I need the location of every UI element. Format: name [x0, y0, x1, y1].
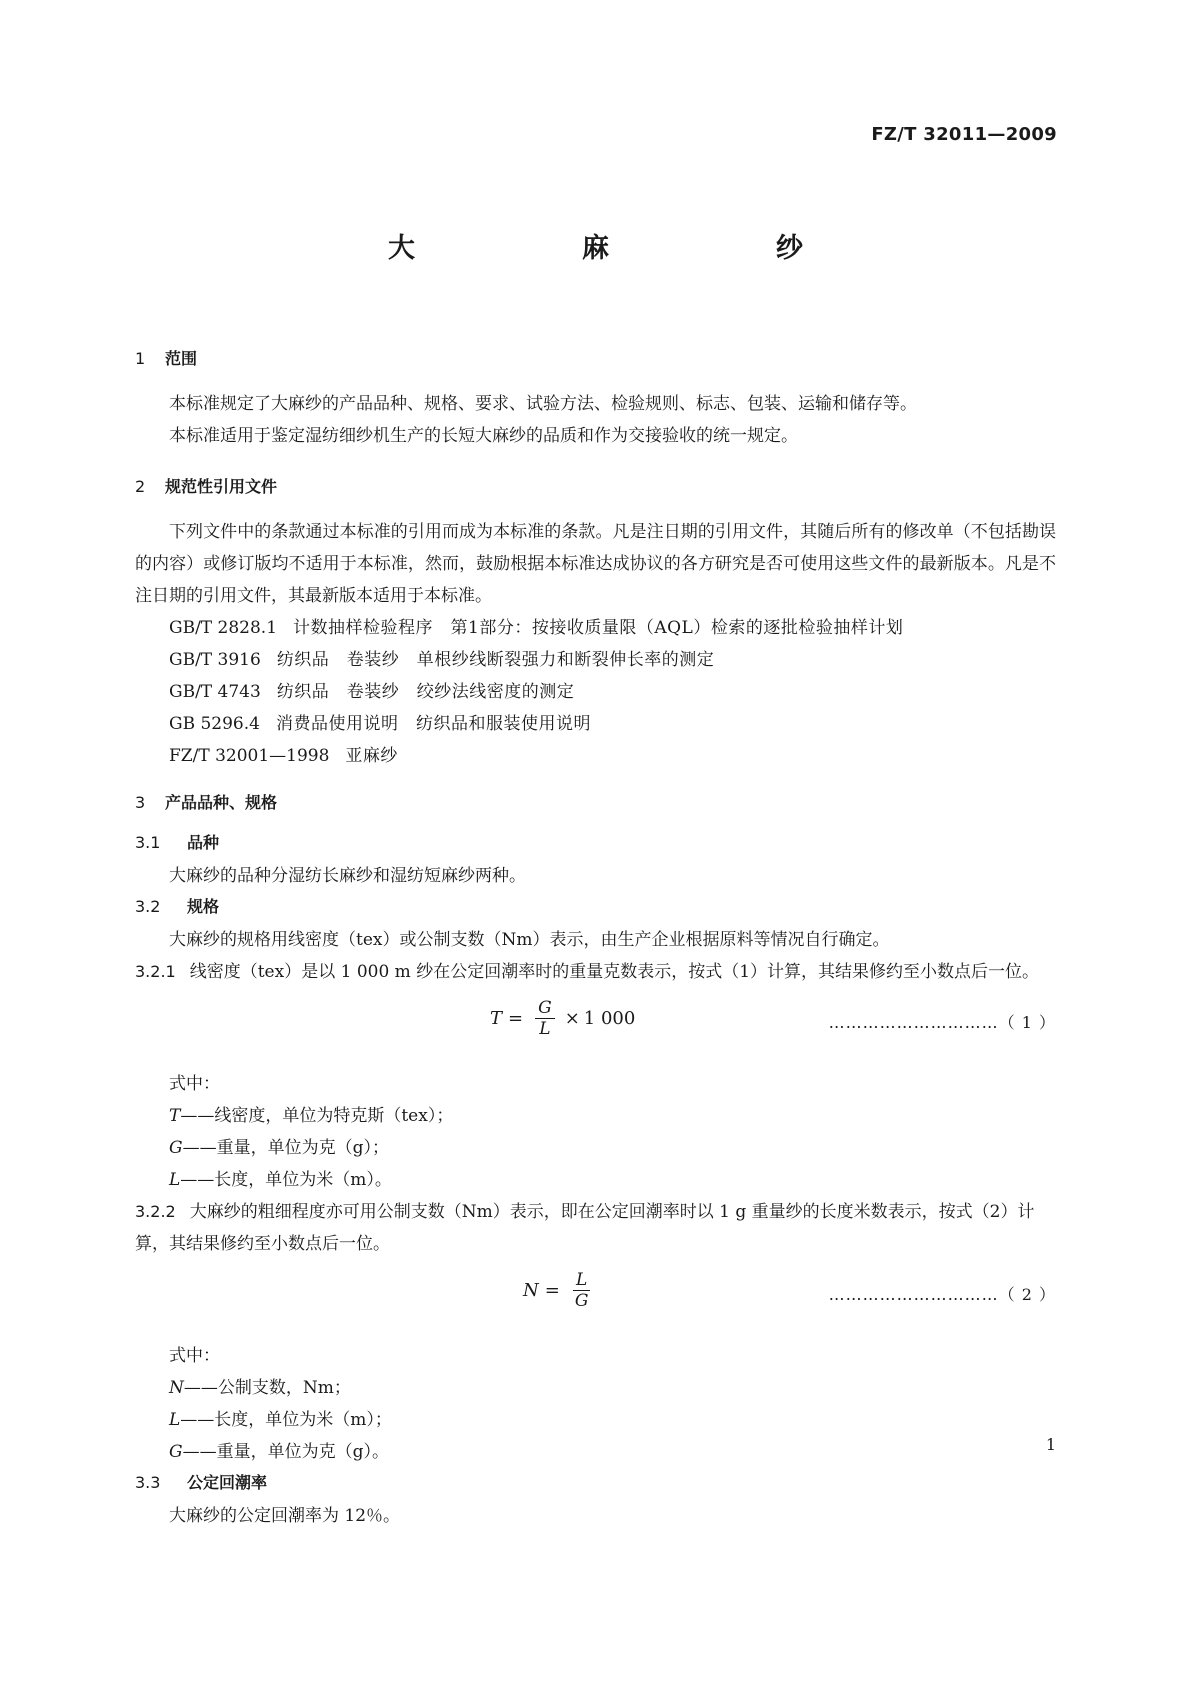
- section-number: 2: [135, 477, 146, 496]
- where-label: 式中：: [169, 1346, 220, 1366]
- document-title: 大 麻 纱: [388, 233, 873, 264]
- subsection-heading-3-3: [135, 1472, 1056, 1494]
- subsection-number: 3.1: [135, 833, 161, 852]
- varieties-paragraph: 大麻纱的品种分湿纺长麻纱和湿纺短麻纱两种。: [169, 866, 526, 886]
- symbol-description: ——线密度，单位为特克斯（tex）；: [180, 1106, 454, 1126]
- reference-name: 纺织品 卷装纱 单根纱线断裂强力和断裂伸长率的测定: [276, 650, 715, 670]
- symbol: G: [169, 1138, 183, 1158]
- reference-code: GB/T 2828.1: [169, 618, 278, 638]
- clause-number: 3.2.1: [135, 962, 176, 981]
- section-title: 产品品种、规格: [165, 793, 278, 812]
- document-body: [135, 328, 1056, 1532]
- fraction-denominator: L: [539, 1019, 551, 1039]
- scope-paragraph-1: 本标准规定了大麻纱的产品品种、规格、要求、试验方法、检验规则、标志、包装、运输和储存等。: [169, 394, 917, 414]
- formula-expression: [523, 1270, 597, 1311]
- section-number: 1: [135, 349, 146, 368]
- subsection-title: 规格: [187, 897, 220, 916]
- symbol-definition: [135, 1436, 1056, 1468]
- where-label: 式中：: [169, 1074, 220, 1094]
- reference-code: GB/T 3916: [169, 650, 261, 670]
- standard-code: FZ/T 32011—2009: [871, 124, 1057, 145]
- equals-sign: =: [508, 1008, 524, 1029]
- fraction-numerator: G: [535, 998, 555, 1019]
- reference-list: [135, 612, 1056, 772]
- reference-item: [135, 676, 1056, 708]
- symbol-description: ——公制支数，Nm；: [183, 1378, 351, 1398]
- reference-name: 消费品使用说明 纺织品和服装使用说明: [275, 714, 591, 734]
- specification-paragraph: 大麻纱的规格用线密度（tex）或公制支数（Nm）表示，由生产企业根据原料等情况自行确定。: [169, 930, 890, 950]
- symbol-definition: [135, 1132, 1056, 1164]
- symbol: L: [169, 1170, 181, 1190]
- formula-constant: 1 000: [583, 1008, 636, 1029]
- subsection-heading-3-2: [135, 896, 1056, 918]
- clause-number: 3.2.2: [135, 1202, 176, 1221]
- symbol-description: ——长度，单位为米（m）；: [180, 1410, 392, 1430]
- reference-name: 计数抽样检验程序 第1部分：按接收质量限（AQL）检索的逐批检验抽样计划: [293, 618, 904, 638]
- page-number: 1: [1045, 1435, 1056, 1454]
- reference-code: FZ/T 32001—1998: [169, 746, 330, 766]
- section-number: 3: [135, 793, 146, 812]
- times-sign: ×: [564, 1008, 580, 1029]
- formula-lhs: T: [490, 1008, 503, 1029]
- reference-item: [135, 644, 1056, 676]
- symbol-definition: [135, 1372, 1056, 1404]
- reference-name: 纺织品 卷装纱 绞纱法线密度的测定: [276, 682, 575, 702]
- fraction-denominator: G: [574, 1291, 589, 1311]
- symbol: L: [169, 1410, 181, 1430]
- section-heading-2: [135, 476, 1056, 498]
- symbol: G: [169, 1442, 183, 1462]
- section-heading-1: [135, 348, 1056, 370]
- symbol-definition: [135, 1164, 1056, 1196]
- formula-2: [135, 1264, 1056, 1332]
- clause-text: 线密度（tex）是以 1 000 m 纱在公定回潮率时的重量克数表示，按式（1）计算，其结果修约至小数点后一位。: [189, 962, 1040, 982]
- symbol-definition: [135, 1100, 1056, 1132]
- symbol-description: ——重量，单位为克（g）；: [182, 1138, 389, 1158]
- equation-number: …………………………（ 1 ）: [828, 1013, 1056, 1032]
- clause-3-2-2: [135, 1196, 1056, 1260]
- formula-1: [135, 992, 1056, 1060]
- formula-lhs: N: [523, 1280, 539, 1301]
- reference-item: [135, 708, 1056, 740]
- references-intro: 下列文件中的条款通过本标准的引用而成为本标准的条款。凡是注日期的引用文件，其随后所有的修改单（不包括勘误的内容）或修订版均不适用于本标准，然而，鼓励根据本标准达成协议的各方研究是否可使用这些文件的最新版本。凡是不注日期的引用文件，其最新版本适用于本标准。: [135, 522, 1056, 606]
- moisture-regain-paragraph: 大麻纱的公定回潮率为 12％。: [169, 1506, 401, 1526]
- reference-code: GB/T 4743: [169, 682, 261, 702]
- equation-number: …………………………（ 2 ）: [828, 1285, 1056, 1304]
- symbol: T: [169, 1106, 181, 1126]
- section-title: 范围: [165, 349, 198, 368]
- section-title: 规范性引用文件: [165, 477, 278, 496]
- subsection-title: 品种: [187, 833, 220, 852]
- symbol-definition: [135, 1404, 1056, 1436]
- fraction-numerator: L: [573, 1270, 590, 1291]
- subsection-title: 公定回潮率: [187, 1473, 268, 1492]
- equals-sign: =: [544, 1280, 560, 1301]
- reference-name: 亚麻纱: [345, 746, 398, 766]
- reference-item: [135, 740, 1056, 772]
- clause-3-2-1: [135, 956, 1056, 988]
- symbol-description: ——重量，单位为克（g）。: [182, 1442, 389, 1462]
- formula-expression: [490, 998, 635, 1039]
- fraction: [535, 998, 555, 1039]
- subsection-number: 3.3: [135, 1473, 161, 1492]
- reference-code: GB 5296.4: [169, 714, 260, 734]
- scope-paragraph-2: 本标准适用于鉴定湿纺细纱机生产的长短大麻纱的品质和作为交接验收的统一规定。: [169, 426, 798, 446]
- symbol-description: ——长度，单位为米（m）。: [180, 1170, 392, 1190]
- subsection-number: 3.2: [135, 897, 161, 916]
- clause-text: 大麻纱的粗细程度亦可用公制支数（Nm）表示，即在公定回潮率时以 1 g 重量纱的长度米数表示，按式（2）计算，其结果修约至小数点后一位。: [135, 1202, 1035, 1254]
- section-heading-3: [135, 792, 1056, 814]
- reference-item: [135, 612, 1056, 644]
- subsection-heading-3-1: [135, 832, 1056, 854]
- fraction: [572, 1270, 592, 1311]
- symbol: N: [169, 1378, 184, 1398]
